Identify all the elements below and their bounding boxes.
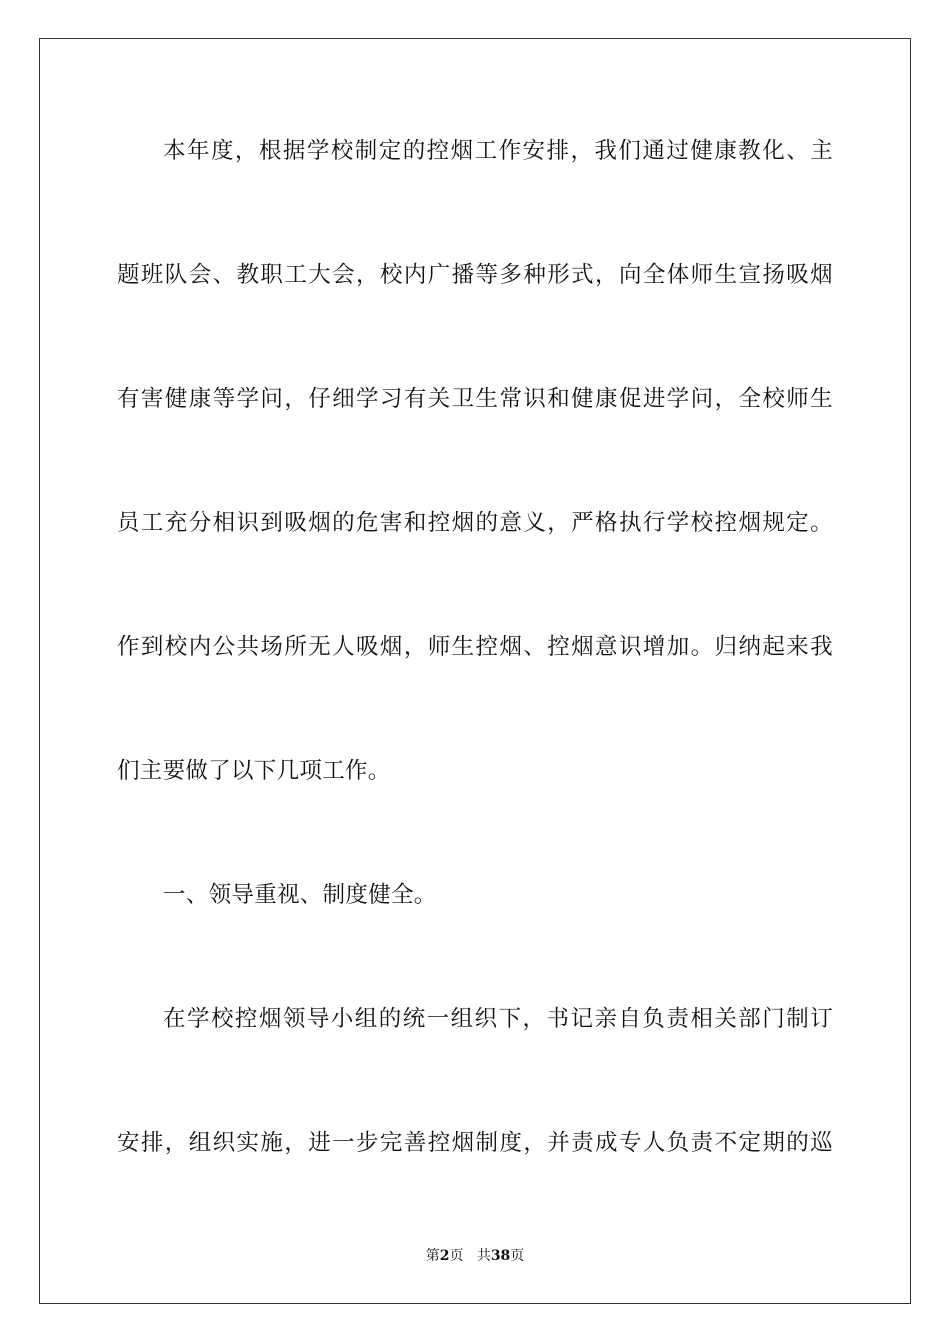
section-heading: 一、领导重视、制度健全。 — [163, 882, 437, 908]
paragraph-line-6: 们主要做了以下几项工作。 — [117, 758, 391, 784]
paragraph-line-3: 有害健康等学问，仔细学习有关卫生常识和健康促进学问，全校师生 — [117, 386, 833, 412]
total-prefix: 共 — [476, 1248, 491, 1264]
page-prefix: 第 — [425, 1248, 440, 1264]
paragraph-line-2: 题班队会、教职工大会，校内广播等多种形式，向全体师生宣扬吸烟 — [117, 262, 833, 288]
paragraph-line-7: 在学校控烟领导小组的统一组织下，书记亲自负责相关部门制订 — [163, 1006, 833, 1032]
page-number: 2 — [439, 1248, 450, 1264]
page-border — [39, 38, 911, 1304]
paragraph-line-4: 员工充分相识到吸烟的危害和控烟的意义，严格执行学校控烟规定。 — [117, 510, 833, 536]
paragraph-line-8: 安排，组织实施，进一步完善控烟制度，并责成专人负责不定期的巡 — [117, 1130, 833, 1156]
page-suffix: 页 — [449, 1248, 464, 1264]
paragraph-line-1: 本年度，根据学校制定的控烟工作安排，我们通过健康教化、主 — [163, 138, 833, 164]
page-footer — [0, 1246, 950, 1266]
paragraph-line-5: 作到校内公共场所无人吸烟，师生控烟、控烟意识增加。归纳起来我 — [117, 634, 833, 660]
total-suffix: 页 — [510, 1248, 525, 1264]
total-pages: 38 — [490, 1248, 511, 1264]
